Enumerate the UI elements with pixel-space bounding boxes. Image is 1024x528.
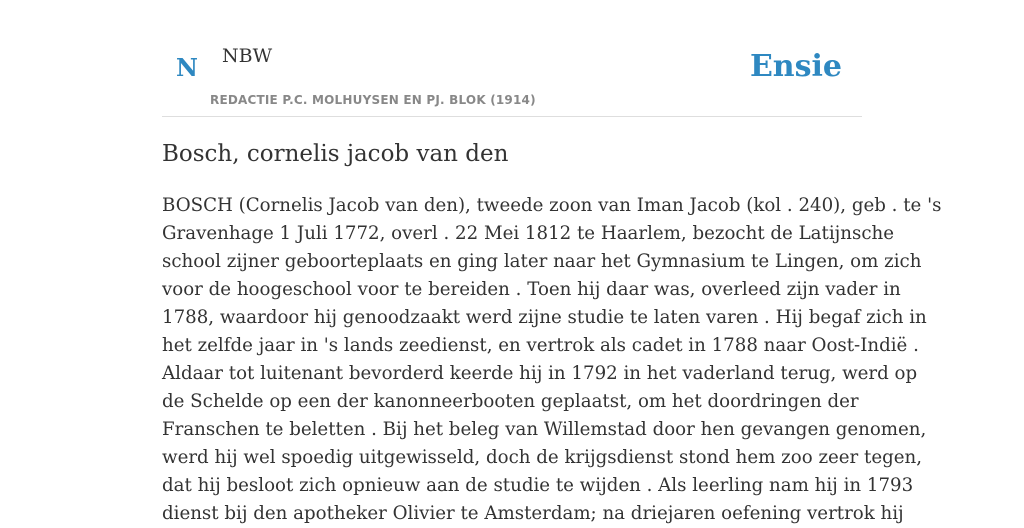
source-subtitle: REDACTIE P.C. MOLHUYSEN EN PJ. BLOK (1914) <box>210 93 536 107</box>
brand-logo[interactable]: Ensie <box>749 49 842 84</box>
article-line: de Schelde op een der kanonneerbooten geplaatst, om het doordringen der <box>162 391 859 412</box>
article-line: werd hij wel spoedig uitgewisseld, doch de krijgsdienst stond hem zoo zeer tegen, <box>162 447 923 468</box>
article-body <box>162 192 942 528</box>
article-line: Franschen te beletten . Bij het beleg van Willemstad door hen gevangen genomen, <box>162 419 927 440</box>
article-title: Bosch, cornelis jacob van den <box>162 141 509 167</box>
article-line: Gravenhage 1 Juli 1772, overl . 22 Mei 1812 te Haarlem, bezocht de Latijnsche <box>162 223 894 244</box>
article-line: dat hij besloot zich opnieuw aan de studie te wijden . Als leerling nam hij in 1793 <box>162 475 914 496</box>
article-line: Aldaar tot luitenant bevorderd keerde hij in 1792 in het vaderland terug, werd op <box>162 363 918 384</box>
article-line: het zelfde jaar in 's lands zeedienst, en vertrok als cadet in 1788 naar Oost-Indië . <box>162 335 919 356</box>
article-line: BOSCH (Cornelis Jacob van den), tweede zoon van Iman Jacob (kol . 240), geb . te 's <box>162 195 942 216</box>
article-line: dienst bij den apotheker Olivier te Amsterdam; na driejaren oefening vertrok hij <box>162 503 904 524</box>
source-header <box>162 0 862 117</box>
source-name[interactable]: NBW <box>222 45 273 67</box>
source-logo[interactable]: N <box>176 53 198 82</box>
article-line: voor de hoogeschool voor te bereiden . Toen hij daar was, overleed zijn vader in <box>162 279 901 300</box>
page <box>162 0 942 524</box>
article-line: school zijner geboorteplaats en ging later naar het Gymnasium te Lingen, om zich <box>162 251 922 272</box>
article-line: 1788, waardoor hij genoodzaakt werd zijne studie te laten varen . Hij begaf zich in <box>162 307 927 328</box>
